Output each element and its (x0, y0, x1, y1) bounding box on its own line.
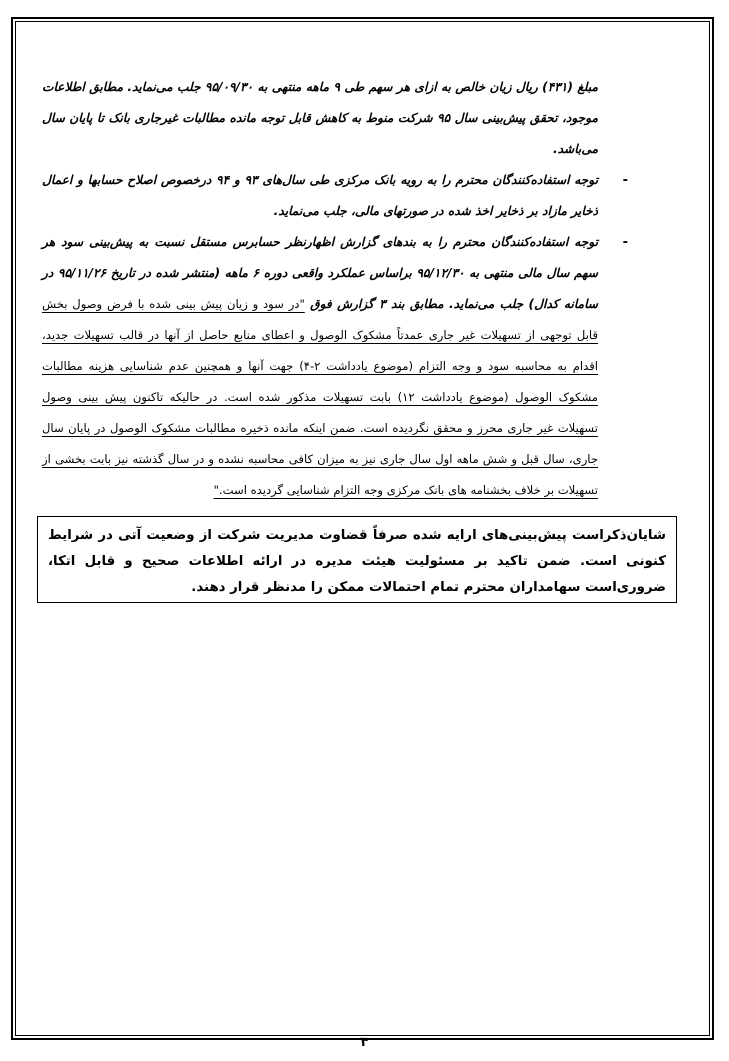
eps-loss-paragraph: مبلغ (۴۳۱) ریال زیان خالص به ازای هر سهم طی ۹ ماهه منتهی به ۹۵/۰۹/۳۰ جلب می‌نماید. مطابق اطلاعات موجود، تحقق پیش‌بینی سال ۹۵ شرکت منوط به کاهش قابل توجه مانده مطالبات غیرجاری بانک تا پایان سال می‌باشد. (42, 80, 598, 156)
page-number: ۳ (360, 1035, 369, 1050)
bullet-auditor-text (42, 227, 598, 506)
bullet-dash: - (622, 235, 628, 250)
disclaimer-box (37, 516, 677, 603)
disclaimer-text: شایان‌ذکراست پیش‌بینی‌های ارایه شده صرفاً قضاوت مدیریت شرکت از وضعیت آتی در شرایط کنونی است. ضمن تاکید بر مسئولیت هیئت مدیره در ارائه اطلاعات صحیح و قابل اتکا، ضروری‌است سهامداران محترم تمام احتمالات ممکن را مدنظر قرار دهند. (48, 528, 666, 595)
bullet-auditor-report (42, 227, 628, 506)
bullet-central-bank-procedure (42, 165, 628, 227)
report-body (42, 72, 628, 506)
bullet-central-bank-text: توجه استفاده‌کنندگان محترم را به رویه بانک مرکزی طی سال‌های ۹۳ و ۹۴ درخصوص اصلاح حسابها و اعمال ذخایر مازاد بر ذخایر اخذ شده در صورتهای مالی، جلب می‌نماید. (42, 173, 598, 218)
auditor-intro-text: توجه استفاده‌کنندگان محترم را به بندهای گزارش اظهارنظر حسابرس مستقل نسبت به پیش‌بینی سود هر سهم سال مالی منتهی به ۹۵/۱۲/۳۰ براساس عملکرد واقعی دوره ۶ ماهه (منتشر شده در تاریخ ۹۵/۱۱/۲۶ در سامانه کدال) جلب می‌نماید. مطابق بند ۳ گزارش فوق (42, 235, 599, 311)
auditor-quote-text: "در سود و زیان پیش بینی شده با فرض وصول بخش قابل توجهی از تسهیلات غیر جاری عمدتاً مشکوک الوصول و اعطای منابع حاصل از آنها در قالب تسهیلات جدید، اقدام به محاسبه سود و وجه التزام (موضوع یادداشت ۲-۴) جهت آنها و همچنین عدم شناسایی هزینه مطالبات مشکوک الوصول (موضوع یادداشت ۱۲) بابت تسهیلات مذکور شده است. در حالیکه تاکنون پیش بینی وصول تسهیلات غیر جاری محرز و محقق نگردیده است. ضمن اینکه مانده ذخیره مطالبات مشکوک الوصول در پایان سال جاری، سال قبل و شش ماهه اول سال جاری نیز به میزان کافی محاسبه نشده و در سال گذشته نیز بابت بخشی از تسهیلات بر خلاف بخشنامه های بانک مرکزی وجه التزام شناسایی گردیده است." (42, 297, 598, 497)
bullet-dash: - (622, 173, 628, 188)
